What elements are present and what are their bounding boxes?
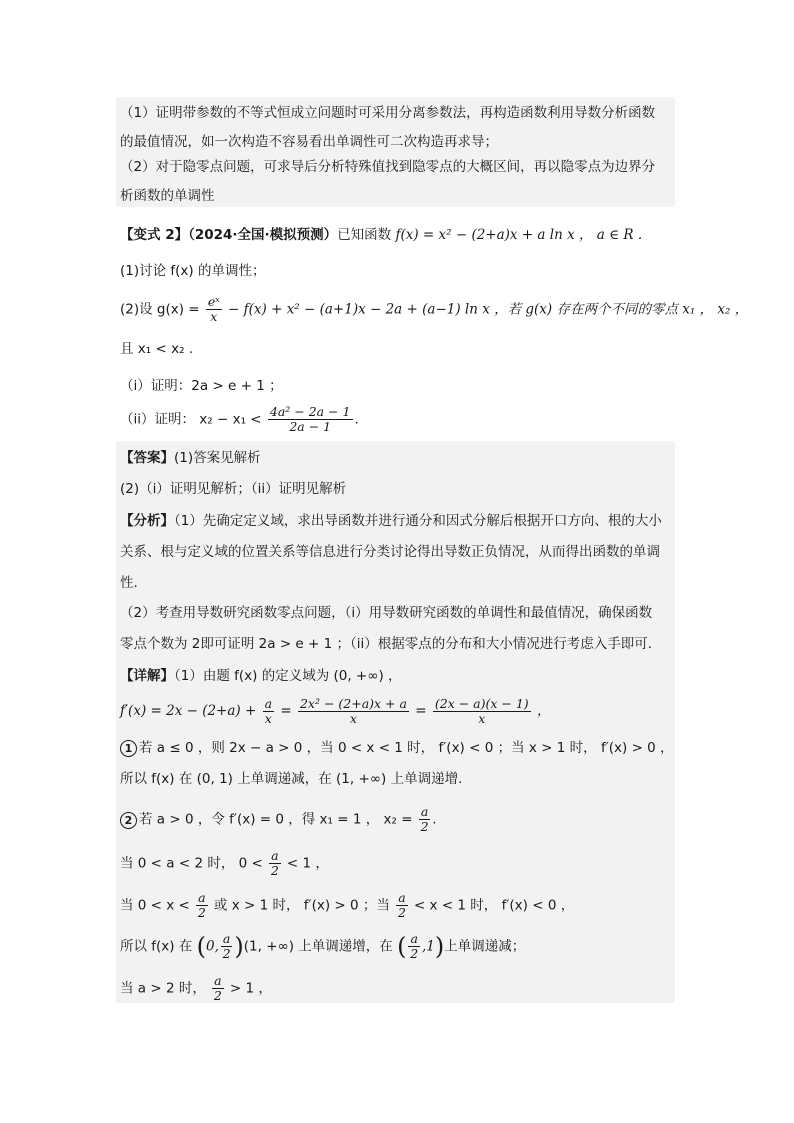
question-1: (1)讨论 f(x) 的单调性； bbox=[120, 263, 266, 279]
detail-text-1: （1）由题 f(x) 的定义域为 (0, +∞) ， bbox=[174, 668, 402, 684]
case-1-text: 若 a ≤ 0 ，则 2x − a > 0 ，当 0 < x < 1 时， f′(x) < 0 ；当 x > 1 时， f′(x) > 0 ， bbox=[139, 740, 674, 756]
detail-label: 【详解】 bbox=[120, 668, 174, 684]
fraction-e-x bbox=[206, 295, 222, 324]
last-case-line bbox=[120, 974, 272, 1003]
fraction-a-half bbox=[396, 891, 407, 920]
case-1-line bbox=[120, 739, 674, 757]
circled-number-1: 1 bbox=[120, 740, 137, 757]
question-2-prefix: (2)设 g(x) = bbox=[120, 301, 200, 318]
fraction-numerator: a bbox=[264, 696, 273, 711]
sign-text-c: < x < 1 时， f′(x) < 0 ， bbox=[413, 897, 575, 914]
problem-tag: 【变式 2】 bbox=[120, 227, 189, 243]
conclusion-text-b: (1, +∞) 上单调递增，在 bbox=[243, 938, 393, 955]
comma: ， bbox=[536, 703, 551, 719]
fraction-denominator: 2 bbox=[397, 905, 406, 920]
last-case-suffix: > 1 ， bbox=[229, 980, 272, 997]
fraction-denominator: 2a − 1 bbox=[289, 419, 332, 434]
right-paren: ) bbox=[234, 932, 244, 961]
fraction-numerator: (2x − a)(x − 1) bbox=[434, 696, 529, 711]
derivative-prefix: f′(x) = 2x − (2+a) + bbox=[120, 703, 257, 719]
fraction-denominator: 2 bbox=[420, 819, 429, 834]
analysis-line-3: 性. bbox=[120, 575, 138, 591]
period: . bbox=[354, 411, 359, 428]
summary-line-2: 的最值情况，如一次构造不容易看出单调性可二次构造再求导； bbox=[120, 134, 498, 150]
fraction-numerator: a bbox=[198, 890, 206, 905]
fraction-a-half bbox=[221, 932, 232, 961]
subcase-line bbox=[120, 849, 329, 878]
fraction-a-half bbox=[196, 891, 207, 920]
left-paren: ( bbox=[397, 932, 407, 961]
fraction-numerator: a bbox=[410, 931, 418, 946]
left-paren: ( bbox=[196, 932, 207, 961]
fraction-a-half bbox=[419, 805, 430, 834]
question-2-rest: − f(x) + x² − (a+1)x − 2a + (a−1) ln x ，若 g(x) 存在两个不同的零点 x₁ ， x₂ ， bbox=[228, 301, 749, 318]
answer-label: 【答案】 bbox=[120, 450, 174, 466]
question-2 bbox=[120, 295, 748, 324]
fraction-denominator: 2 bbox=[222, 946, 231, 961]
fraction-a-half bbox=[269, 849, 280, 878]
fraction-numerator: a bbox=[222, 931, 231, 946]
question-2-ii-prefix: （ii）证明： x₂ − x₁ < bbox=[120, 411, 262, 428]
right-paren: ) bbox=[434, 932, 445, 961]
question-2-ii bbox=[120, 405, 359, 434]
fraction-denominator: 2 bbox=[270, 863, 279, 878]
period: . bbox=[432, 811, 437, 828]
problem-stem-text: 已知函数 bbox=[337, 227, 392, 243]
derivative-line bbox=[120, 697, 550, 726]
problem-stem bbox=[120, 226, 642, 244]
problem-source: （2024·全国·模拟预测） bbox=[188, 227, 338, 243]
conclusion-text-c: 上单调递减； bbox=[444, 938, 526, 955]
question-2-continued: 且 x₁ < x₂ . bbox=[120, 341, 194, 357]
equals-sign: = bbox=[415, 703, 427, 719]
sign-analysis-line bbox=[120, 891, 574, 920]
sign-text-a: 当 0 < x < bbox=[120, 897, 190, 914]
fraction-denominator: x bbox=[478, 711, 486, 726]
subcase-suffix: < 1 ， bbox=[286, 855, 329, 872]
problem-stem-math: f(x) = x² − (2+a)x + a ln x ， a ∈ R . bbox=[395, 227, 643, 243]
fraction-factored bbox=[433, 697, 531, 726]
fraction-denominator: x bbox=[264, 711, 272, 726]
fraction-a-over-x bbox=[263, 697, 274, 726]
fraction-numerator: eˣ bbox=[207, 294, 220, 309]
case-2-line bbox=[120, 805, 437, 834]
fraction-denominator: x bbox=[210, 309, 218, 324]
fraction-numerator: a bbox=[214, 973, 222, 988]
analysis-text-1: （1）先确定定义域，求出导函数并进行通分和因式分解后根据开口方向、根的大小 bbox=[174, 513, 662, 529]
analysis-line-2: 关系、根与定义域的位置关系等信息进行分类讨论得出导数正负情况，从而得出函数的单调 bbox=[120, 544, 660, 560]
summary-line-1: （1）证明带参数的不等式恒成立问题时可采用分离参数法，再构造函数利用导数分析函数 bbox=[120, 105, 656, 121]
summary-line-4: 析函数的单调性 bbox=[120, 188, 215, 204]
equals-sign: = bbox=[280, 703, 292, 719]
fraction-denominator: x bbox=[349, 711, 357, 726]
last-case-prefix: 当 a > 2 时， bbox=[120, 980, 206, 997]
analysis-line-1 bbox=[120, 512, 662, 530]
fraction-bound bbox=[268, 405, 353, 434]
fraction-numerator: a bbox=[271, 848, 279, 863]
fraction-denominator: 2 bbox=[410, 946, 419, 961]
analysis-line-5: 零点个数为 2即可证明 2a > e + 1 ；（ii）根据零点的分布和大小情况进行考虑入手即可. bbox=[120, 636, 653, 652]
interval-end: ,1 bbox=[421, 938, 435, 955]
fraction-numerator: a bbox=[420, 804, 429, 819]
case-2-text: 若 a > 0 ，令 f′(x) = 0 ，得 x₁ = 1 ， x₂ = bbox=[139, 811, 413, 828]
analysis-line-4: （2）考查用导数研究函数零点问题，（i）用导数研究函数的单调性和最值情况，确保函数 bbox=[120, 605, 653, 621]
fraction-combined bbox=[298, 697, 409, 726]
fraction-a-half bbox=[408, 932, 419, 961]
conclusion-text-a: 所以 f(x) 在 bbox=[120, 938, 193, 955]
sign-text-b: 或 x > 1 时， f′(x) > 0 ；当 bbox=[213, 897, 390, 914]
analysis-label: 【分析】 bbox=[120, 513, 174, 529]
circled-number-2: 2 bbox=[120, 812, 137, 829]
subcase-prefix: 当 0 < a < 2 时， 0 < bbox=[120, 855, 263, 872]
interval-start: 0, bbox=[206, 938, 219, 955]
detail-line-1 bbox=[120, 667, 402, 685]
summary-line-3: （2）对于隐零点问题，可求导后分析特殊值找到隐零点的大概区间，再以隐零点为边界分 bbox=[120, 159, 656, 175]
case-1-conclusion: 所以 f(x) 在 (0, 1) 上单调递减，在 (1, +∞) 上单调递增. bbox=[120, 771, 463, 787]
fraction-denominator: 2 bbox=[197, 905, 206, 920]
answer-part-1: (1)答案见解析 bbox=[174, 450, 261, 466]
fraction-numerator: 4a² − 2a − 1 bbox=[269, 404, 351, 419]
fraction-a-half bbox=[212, 974, 223, 1003]
fraction-numerator: a bbox=[398, 890, 406, 905]
answer-line-2: (2)（i）证明见解析；（ii）证明见解析 bbox=[120, 481, 347, 497]
question-2-i: （i）证明：2a > e + 1 ； bbox=[120, 378, 283, 394]
monotonic-conclusion bbox=[120, 932, 525, 961]
answer-line-1 bbox=[120, 449, 261, 467]
fraction-denominator: 2 bbox=[213, 988, 222, 1003]
fraction-numerator: 2x² − (2+a)x + a bbox=[299, 696, 407, 711]
